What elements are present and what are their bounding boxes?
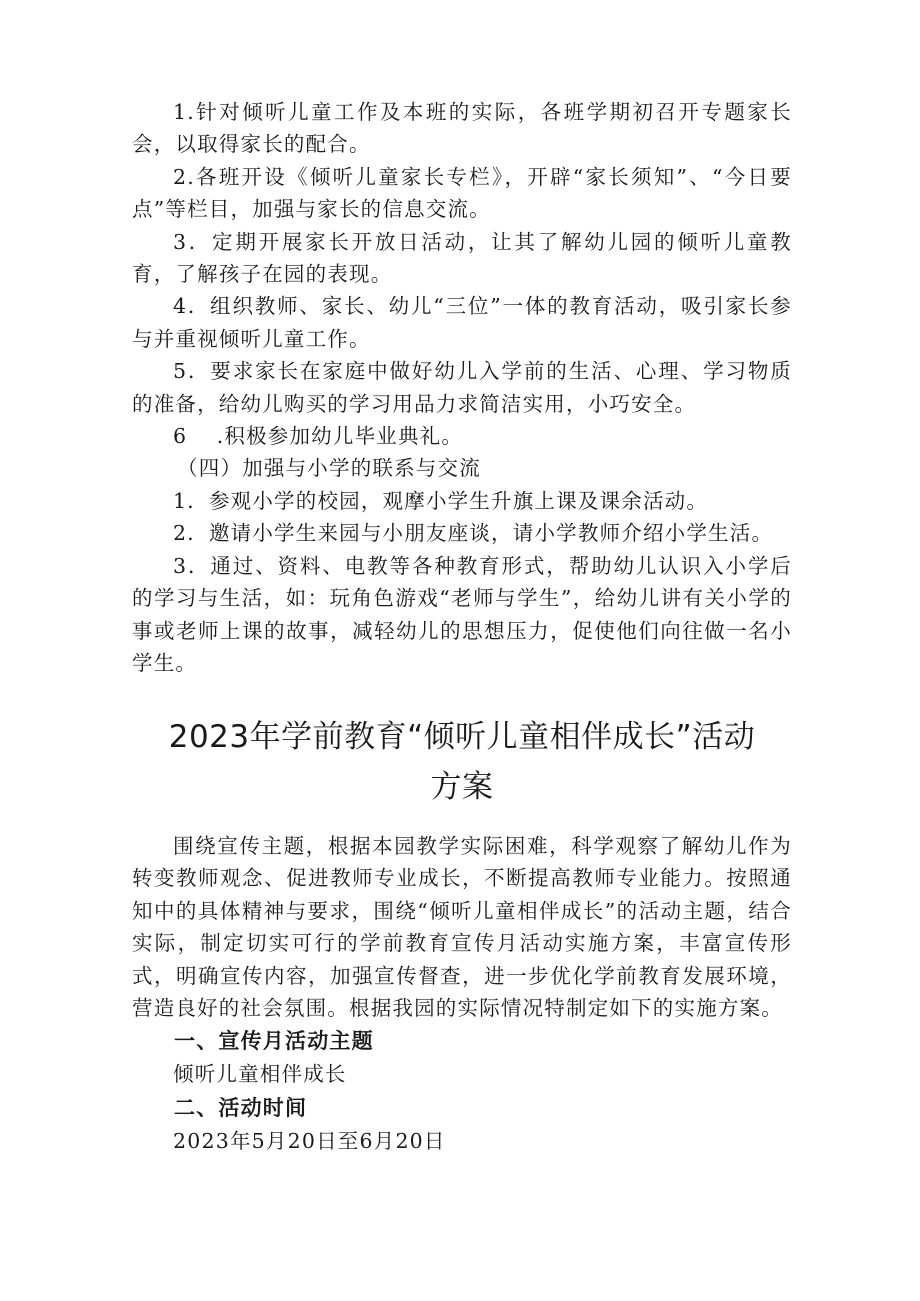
subsection-title: （四）加强与小学的联系与交流 — [177, 456, 481, 481]
document-title — [132, 712, 792, 812]
section-heading-time: 二、活动时间 — [174, 1095, 308, 1120]
list-item: 2．邀请小学生来园与小朋友座谈，请小学教师介绍小学生活。 — [173, 521, 774, 546]
list-item: 3．定期开展家长开放日活动，让其了解幼儿园的倾听儿童教育，了解孩子在园的表现。 — [132, 229, 792, 287]
parent-cooperation-section — [132, 96, 792, 679]
list-item: 5．要求家长在家庭中做好幼儿入学前的生活、心理、学习物质的准备，给幼儿购买的学习用品力求简洁实用，小巧安全。 — [132, 359, 792, 416]
section-heading-theme: 一、宣传月活动主题 — [174, 1029, 374, 1054]
intro-paragraph: 围绕宣传主题，根据本园教学实际困难，科学观察了解幼儿作为转变教师观念、促进教师专业成长，不断提高教师专业能力。按照通知中的具体精神与要求，围绕“倾听儿童相伴成长”的活动主题，结合实际，制定切实可行的学前教育宣传月活动实施方案，丰富宣传形式，明确宣传内容，加强宣传督查，进一步优化学前教育发展环境，营造良好的社会氛围。根据我园的实际情况特制定如下的实施方案。 — [132, 834, 792, 1021]
section-content-time: 2023年5月20日至6月20日 — [173, 1128, 446, 1153]
list-item: 1．参观小学的校园，观摩小学生升旗上课及课余活动。 — [173, 488, 709, 513]
list-item: 2.各班开设《倾听儿童家长专栏》，开辟“家长须知”、“今日要点”等栏目，加强与家长的信息交流。 — [132, 164, 792, 222]
plan-body — [132, 830, 792, 1157]
list-item: 6 .积极参加幼儿毕业典礼。 — [173, 424, 464, 449]
document-title-line1: 2023年学前教育“倾听儿童相伴成长”活动 — [168, 719, 756, 755]
list-item: 1.针对倾听儿童工作及本班的实际，各班学期初召开专题家长会，以取得家长的配合。 — [132, 100, 792, 157]
list-item: 3．通过、资料、电教等各种教育形式，帮助幼儿认识入小学后的学习与生活，如：玩角色游戏“老师与学生”，给幼儿讲有关小学的事或老师上课的故事，减轻幼儿的思想压力，促使他们向往做一名小学生。 — [132, 553, 792, 675]
section-content-theme: 倾听儿童相伴成长 — [173, 1062, 347, 1087]
document-title-line2: 方案 — [430, 769, 494, 805]
list-item: 4．组织教师、家长、幼儿“三位”一体的教育活动，吸引家长参与并重视倾听儿童工作。 — [132, 294, 792, 351]
